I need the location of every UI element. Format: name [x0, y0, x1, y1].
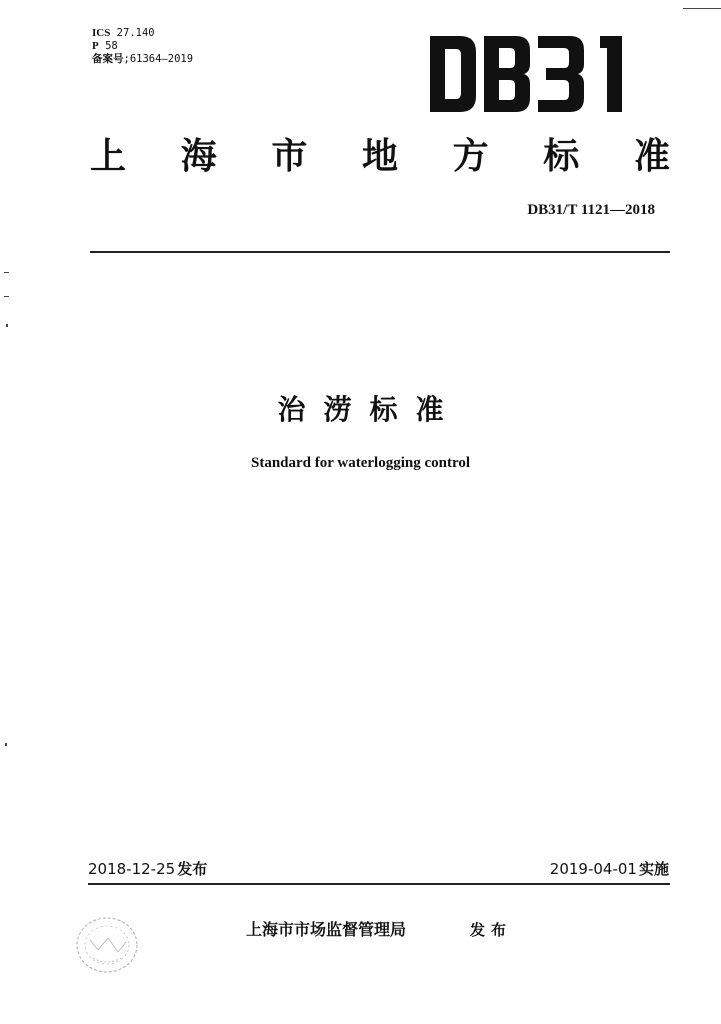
issue-label: 发布: [177, 860, 208, 878]
p-line: [92, 40, 193, 53]
header-char: 海: [180, 136, 217, 177]
db31-logo: [430, 36, 636, 112]
header-divider: [90, 251, 670, 253]
implementation-label: 实施: [638, 860, 669, 878]
filing-label: 备案号: [92, 53, 124, 65]
ics-line: [92, 27, 193, 40]
filing-line: [92, 53, 193, 66]
issuer-name: 上海市市场监督管理局: [246, 920, 407, 939]
classification-block: [92, 27, 193, 66]
issuer-action: 发布: [470, 921, 513, 939]
ics-value: 27.140: [116, 27, 155, 39]
document-title-zh: 治涝标准: [277, 393, 462, 426]
implementation-date: 2019-04-01: [549, 860, 637, 878]
standard-number: DB31/T 1121—2018: [527, 202, 655, 218]
header-char: 市: [271, 136, 308, 177]
issue-date: 2018-12-25: [88, 860, 176, 878]
header-char: 标: [543, 136, 580, 177]
stamp-seal: [68, 910, 146, 980]
header-char: 上: [90, 136, 127, 177]
scan-mark: [5, 743, 7, 746]
issue-date-line: [88, 858, 207, 879]
p-value: 58: [105, 40, 118, 52]
scan-mark: [6, 324, 8, 327]
p-label: P: [92, 40, 99, 52]
implementation-date-line: [550, 858, 669, 879]
ics-label: ICS: [92, 27, 111, 39]
scan-mark: [4, 272, 9, 273]
footer-divider: [88, 883, 670, 885]
header-char: 准: [633, 136, 670, 177]
scan-mark: [683, 8, 721, 9]
filing-value: ;61364—2019: [123, 53, 194, 65]
header-char: 方: [452, 136, 489, 177]
document-title-en: Standard for waterlogging control: [250, 455, 471, 471]
header-title: [90, 128, 670, 179]
header-char: 地: [361, 136, 398, 177]
scan-mark: [4, 296, 9, 297]
